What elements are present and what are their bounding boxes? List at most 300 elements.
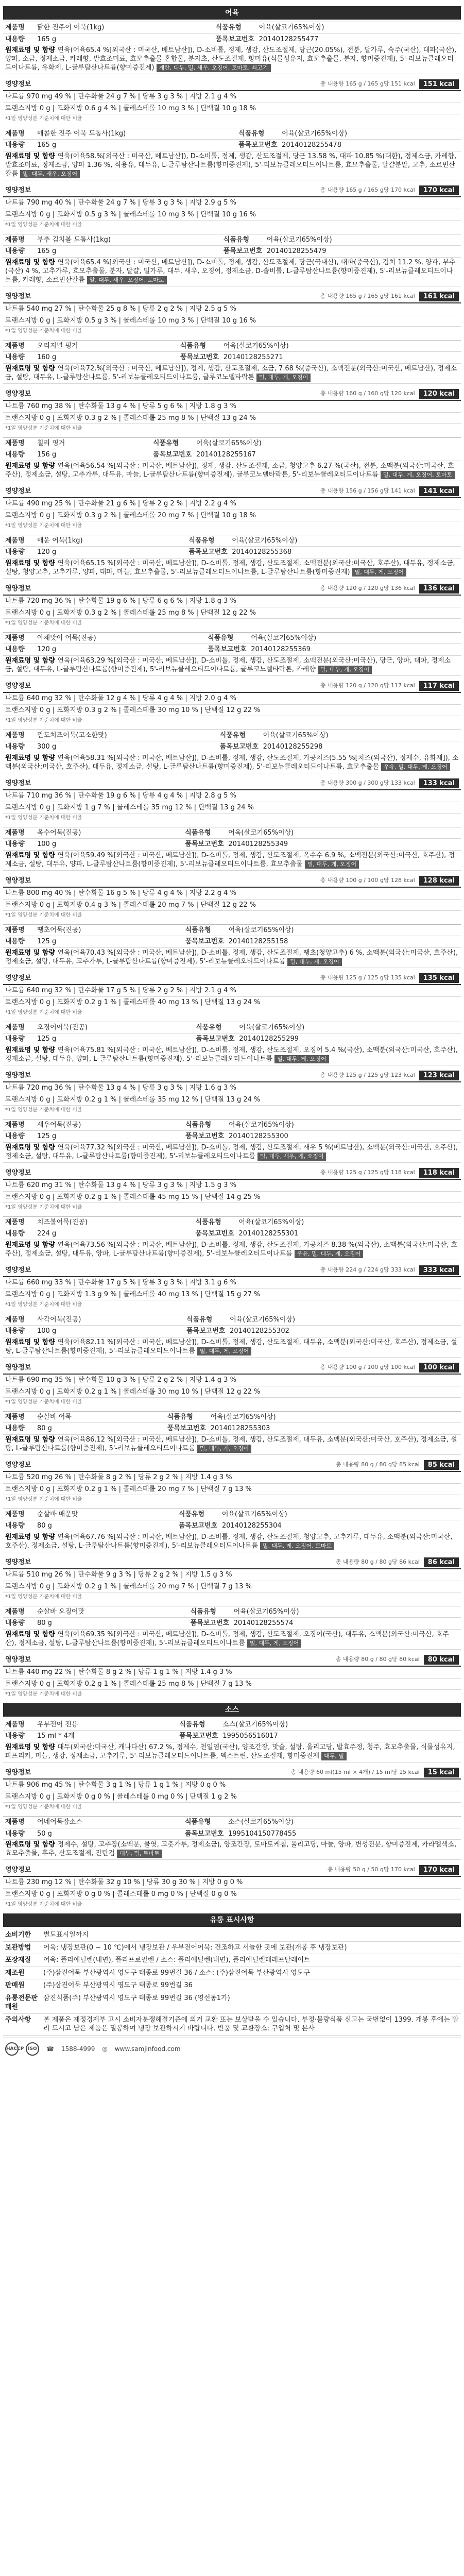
nutrition-serving: 총 내용량 125 g / 125 g당 123 kcal	[320, 1072, 415, 1079]
nutrition-serving-group	[320, 973, 459, 984]
ingredients-text: 연육(어육70.43 %[외국산 : 미국산, 베트남산]), D-소비톨, 정제, 생감, 산도조절제, 땡초(청양고추) 6 %, 소맥분(외국산:미국산, 호주산), 정제소금, 설탕, 대두유, 고추가루, L-글루탐산나트륨(향미증진제), 5'-리보뉴클레오티드이나트륨	[5, 948, 458, 965]
nutrition-line-1: 나트륨 660 mg 33 % | 탄수화물 17 g 5 % | 당류 3 g 3 % | 지방 3.1 g 6 %	[3, 1277, 461, 1289]
ingredients-label: 원재료명 및 함량	[5, 152, 58, 160]
nutrition-kcal: 123 kcal	[419, 1071, 459, 1081]
sauce-block	[3, 1816, 461, 1911]
ingredients-cell	[3, 947, 461, 968]
food-type-label: 식품유형	[165, 1412, 209, 1423]
product-block	[3, 1509, 461, 1604]
nutrition-serving-group	[320, 778, 459, 789]
product-name-label: 제품명	[3, 633, 35, 644]
footer	[3, 2038, 461, 2060]
product-block	[3, 437, 461, 533]
net-content: 160 g	[35, 352, 178, 364]
nutrition-kcal: 151 kcal	[419, 79, 459, 90]
nutrition-title: 영양정보	[5, 292, 31, 300]
nutrition-kcal: 120 kcal	[419, 389, 459, 399]
product-block	[3, 1314, 461, 1409]
ingredients-cell	[3, 257, 461, 286]
product-name-label: 제품명	[3, 1606, 35, 1618]
product-block	[3, 128, 461, 232]
product-info-table	[3, 1606, 461, 1650]
product-name: 오리지널 핑거	[35, 341, 178, 352]
report-no-label: 품목보고번호	[221, 246, 265, 258]
ingredients-text: 연육(어육69.35 %[외국산 : 미국산, 베트남산]), D-소비톨, 정제, 생감, 산도조절제, 오징어(국산), 대두유, 소맥분(외국산:미국산, 호주산), 정제소금, 설탕, L-글루탐산나트륨(향미증진제), 5'-리보뉴클레오티드이나트륨	[5, 1631, 449, 1647]
nutrition-title: 영양정보	[5, 1363, 31, 1371]
report-no: 20140128255478	[280, 140, 461, 151]
notice-value: 본 제품은 재정경제부 고시 소비자분쟁해결기준에 의거 교환 또는 보상받을 수 있습니다. 부정·불량식품 신고는 국번없이 1399. 개봉 후에는 빨리 드시고 남은 제품은 밀봉하여 냉장 보관하시기 바랍니다. 반품 및 교환장소: 구입처 및 본사	[41, 2013, 461, 2035]
nutrition-header	[3, 678, 461, 693]
ingredients-label: 원재료명 및 함량	[5, 1435, 58, 1444]
nutrition-serving: 총 내용량 160 g / 160 g당 120 kcal	[320, 389, 415, 397]
nutrition-serving-group	[320, 681, 459, 691]
report-no: 20140128255301	[236, 1228, 461, 1240]
notice-value: (주)삼진어묵 부산광역시 영도구 태종로 99번길 36 / 소스: (주)삼진어묵 부산광역시 영도구	[41, 1967, 461, 1979]
nutrition-kcal: 80 kcal	[424, 1655, 459, 1665]
allergen-badge: 밀, 대두, 게, 오징어	[247, 1639, 301, 1648]
nutrition-kcal: 85 kcal	[424, 1460, 459, 1470]
report-no: 20140128255304	[220, 1520, 461, 1532]
nutrition-title: 영양정보	[5, 974, 31, 982]
nutrition-line-2: 트랜스지방 0 g | 포화지방 0.2 g 1 % | 콜레스테롤 45 mg 15 % | 단백질 14 g 25 %	[3, 1192, 461, 1204]
product-info-table	[3, 633, 461, 676]
nutrition-serving-group	[328, 1865, 459, 1875]
nutrition-serving-group	[291, 1768, 459, 1778]
report-no: 1995104150778455	[226, 1828, 461, 1840]
nutrition-title: 영양정보	[5, 584, 31, 592]
nutrition-serving-group	[320, 486, 459, 497]
iso-logo: ISO	[26, 2042, 39, 2056]
food-type: 어육(살코기65%이상)	[227, 925, 461, 936]
net-content: 156 g	[35, 449, 151, 461]
food-type-label: 식품유형	[186, 535, 230, 547]
nutrition-kcal: 170 kcal	[419, 185, 459, 196]
net-content: 165 g	[35, 246, 221, 258]
ingredients-label: 원재료명 및 함량	[5, 462, 58, 470]
nutrition-title: 영양정보	[5, 1768, 31, 1776]
nutrition-line-2: 트랜스지방 0 g | 포화지방 0.3 g 2 % | 콜레스테롤 30 mg 10 % | 단백질 12 g 22 %	[3, 705, 461, 717]
ingredients-cell	[3, 1142, 461, 1162]
nutrition-title: 영양정보	[5, 1461, 31, 1469]
nutrition-serving: 총 내용량 224 g / 224 g당 333 kcal	[320, 1266, 415, 1274]
ingredients-cell	[3, 850, 461, 870]
ingredients-cell	[3, 1434, 461, 1454]
allergen-badge: 밀, 대두, 게, 오징어	[274, 1055, 329, 1063]
allergen-badge: 밀, 대두, 게, 오징어	[197, 1445, 251, 1453]
net-content: 125 g	[35, 1131, 183, 1143]
nutrition-serving-group	[320, 876, 459, 886]
product-name: 새우어묵(진공)	[35, 1120, 183, 1131]
product-name-label: 제품명	[3, 1022, 35, 1033]
nutrition-line-2: 트랜스지방 0 g | 포화지방 0.5 g 3 % | 콜레스테롤 10 mg 3 % | 단백질 10 g 16 %	[3, 315, 461, 327]
report-no-label: 품목보고번호	[218, 741, 261, 753]
nutrition-kcal: 117 kcal	[419, 681, 459, 691]
product-info-table	[3, 22, 461, 74]
sauce-list	[3, 1719, 461, 1911]
allergen-badge: 밀, 대두, 게, 오징어	[197, 1347, 251, 1355]
food-type: 어육(살코기65%이상)	[209, 1412, 461, 1423]
nutrition-line-1: 나트륨 640 mg 32 % | 탄수화물 12 g 4 % | 당류 4 g 4 % | 지방 2.0 g 4 %	[3, 693, 461, 705]
ingredients-text: 연육(어육73.56 %[외국산 : 미국산, 베트남산]), D-소비톨, 정제, 생감, 산도조절제, 가공치즈 8.38 %(외국산), 소맥분(외국산:미국산, 호주산), 정제소금, 설탕, 대두유, 양파, L-글루탐산나트륨(향미증진제), 5'-리보뉴클레오티드이나트륨	[5, 1241, 458, 1258]
report-no-label: 품목보고번호	[183, 1828, 226, 1840]
nutrition-footnote: *1일 영양성분 기준치에 대한 비율	[5, 1399, 82, 1405]
food-type-label: 식품유형	[183, 1817, 226, 1828]
product-name-label: 제품명	[3, 1314, 35, 1326]
ingredients-cell	[3, 1532, 461, 1552]
ingredients-cell	[3, 1742, 461, 1762]
haccp-logo: HACCP	[5, 2042, 19, 2056]
nutrition-kcal: 333 kcal	[419, 1265, 459, 1276]
ingredients-text: 연육(어육65.15 %[외국산 : 미국산, 베트남산]), D-소비톨, 정제, 생감, 산도조절제, 소맥전분(외국산:미국산, 호주산), 대두유, 정제소금, 설탕, 청양고추, 고추가루, 양파, 대파, 마늘, 효모추출물, 5'-리보뉴클레오티드이나트륨, L-글루탐산나트륨(향미증진제)	[5, 559, 455, 576]
food-type-label: 식품유형	[183, 1120, 227, 1131]
nutrition-line-2: 트랜스지방 0 g | 포화지방 0.2 g 1 % | 콜레스테롤 20 mg 7 % | 단백질 7 g 13 %	[3, 1484, 461, 1496]
net-content-label: 내용량	[3, 839, 35, 851]
nutrition-serving: 총 내용량 100 g / 100 g당 128 kcal	[320, 877, 415, 884]
food-type: 어육(살코기65%이상)	[226, 827, 461, 839]
product-name-label: 제품명	[3, 730, 35, 741]
allergen-badge: 밀, 대두, 새우, 게, 오징어	[257, 1153, 326, 1161]
nutrition-header	[3, 1457, 461, 1472]
net-content: 300 g	[35, 741, 218, 753]
ingredients-text: 연육(어육65.4 %[외국산 : 미국산, 베트남산]), D-소비톨, 정제, 생감, 산도조절제, 당근(20.05%), 전분, 달가루, 숙주(국산), 대파(국산), 양파, 소금, 정제소금, 카레향, 발효조미료, 효모추출물 혼합물, 분자초, 산도조절제, 향미유(식물성유지, 효모추출물, 분자, 향미증진제), 5'-리보뉴클레오티드이나트륨, 유화제, L-글루탐산나트륨(향미증진제)	[5, 46, 457, 72]
product-name: 땡초어묵(진공)	[35, 925, 183, 936]
net-content-label: 내용량	[3, 547, 35, 558]
notice-value: 어육: 폴리에틸렌(내면), 폴리프로필렌 / 소스: 폴리에틸렌(내면), 폴리에틸렌테레프탈레이트	[41, 1954, 461, 1967]
nutrition-line-1: 나트륨 690 mg 35 % | 탄수화물 10 g 3 % | 당류 2 g 2 % | 지방 1.4 g 3 %	[3, 1375, 461, 1386]
product-name-label: 제품명	[3, 827, 35, 839]
notice-value: (주)삼진어묵 부산광역시 영도구 태종로 99번길 36	[41, 1979, 461, 1992]
food-type-label: 식품유형	[183, 925, 227, 936]
ingredients-cell	[3, 45, 461, 74]
product-info-table	[3, 1217, 461, 1260]
ingredients-text: 대두(외국산:미국산, 캐나다산) 67.2 %, 정제수, 천일염(국산), 양조간장, 맛술, 설탕, 올리고당, 발효주정, 청주, 효모추출물, 식물성유지, 파프리카, 마늘, 생강, 정제소금, 고추가루, 5'-리보뉴클레오티드이나트륨, 덱스트린, 산도조절제, 향미증진제	[5, 1743, 455, 1760]
nutrition-serving: 총 내용량 125 g / 125 g당 135 kcal	[320, 974, 415, 981]
food-type: 어육(살코기65%이상)	[230, 535, 461, 547]
nutrition-line-2: 트랜스지방 0 g | 포화지방 0.2 g 1 % | 콜레스테롤 25 mg 8 % | 단백질 7 g 13 %	[3, 1679, 461, 1690]
food-type: 소스(살코기65%이상)	[226, 1817, 461, 1828]
food-type-label: 식품유형	[221, 234, 265, 246]
nutrition-header	[3, 775, 461, 791]
product-name: 칠리 핑거	[35, 438, 151, 449]
net-content-label: 내용량	[3, 352, 35, 364]
nutrition-kcal: 133 kcal	[419, 778, 459, 789]
net-content: 125 g	[35, 1033, 194, 1045]
report-no-label: 품목보고번호	[188, 1618, 232, 1630]
nutrition-kcal: 128 kcal	[419, 876, 459, 886]
notice-row	[3, 1929, 461, 1941]
product-block	[3, 924, 461, 1020]
nutrition-header	[3, 76, 461, 92]
ingredients-cell	[3, 363, 461, 383]
nutrition-serving: 총 내용량 165 g / 165 g당 151 kcal	[320, 80, 415, 88]
ingredients-cell	[3, 461, 461, 481]
notice-value: 별도표시일까지	[41, 1929, 461, 1941]
section-header-sauce: 소스	[3, 1703, 461, 1717]
product-name-label: 제품명	[3, 1217, 35, 1228]
nutrition-footnote: *1일 영양성분 기준치에 대한 비율	[5, 523, 82, 529]
report-no: 20140128255298	[261, 741, 461, 753]
product-name: 우부전어 전용	[35, 1719, 177, 1731]
product-name: 어네어묵잡소스	[35, 1817, 183, 1828]
ingredients-text: 연육(어육86.12 %[외국산 : 미국산, 베트남산]), D-소비톨, 정제, 생감, 산도조절제, 대두유, 소맥분(외국산:미국산, 호주산), 정제소금, 설탕, L-글루탐산나트륨(향미증진제), 5'-리보뉴클레오티드이나트륨	[5, 1435, 457, 1452]
nutrition-serving: 총 내용량 80 g / 80 g당 86 kcal	[335, 1558, 420, 1566]
report-no: 20140128255302	[228, 1326, 461, 1337]
product-block	[3, 234, 461, 338]
ingredients-cell	[3, 151, 461, 180]
nutrition-kcal: 136 kcal	[419, 584, 459, 594]
product-block	[3, 632, 461, 727]
report-no-label: 품목보고번호	[236, 140, 280, 151]
report-no-label: 품목보고번호	[183, 1131, 227, 1143]
net-content-label: 내용량	[3, 33, 35, 45]
allergen-badge: 밀, 대두, 게, 오징어	[287, 958, 341, 966]
net-content-label: 내용량	[3, 246, 35, 258]
net-content: 120 g	[35, 644, 205, 656]
net-content-label: 내용량	[3, 644, 35, 656]
net-content-label: 내용량	[3, 1326, 35, 1337]
report-no: 1995056516017	[220, 1731, 461, 1742]
report-no-label: 품목보고번호	[193, 1228, 236, 1240]
nutrition-line-1: 나트륨 760 mg 38 % | 탄수화물 13 g 4 % | 당류 5 g 6 % | 지방 1.8 g 3 %	[3, 401, 461, 413]
allergen-badge: 밀, 대두, 새우, 오징어	[20, 170, 80, 178]
net-content: 224 g	[35, 1228, 193, 1240]
ingredients-text: 연육(어육77.32 %[외국산 : 미국산, 베트남산]), D-소비톨, 정제, 생감, 산도조절제, 새우 5 %(베트남산), 소맥분(외국산:미국산, 호주산), 정제소금, 설탕, 대두유, L-글루탐산나트륨(향미증진제), 5'-리보뉴클레오티드이나트륨	[5, 1143, 458, 1160]
nutrition-footnote: *1일 영양성분 기준치에 대한 비율	[5, 222, 82, 228]
product-info-table	[3, 925, 461, 968]
notice-label: 주의사항	[3, 2013, 41, 2035]
notice-row	[3, 1992, 461, 2013]
nutrition-serving-group	[320, 1265, 459, 1276]
food-type: 소스(살코기65%이상)	[220, 1719, 461, 1731]
product-info-table	[3, 438, 461, 481]
food-type-label: 식품유형	[178, 341, 221, 352]
food-type-label: 식품유형	[188, 1606, 232, 1618]
globe-icon: ◎	[102, 2045, 108, 2053]
nutrition-line-1: 나트륨 800 mg 40 % | 탄수화물 16 g 5 % | 당류 4 g 4 % | 지방 2.2 g 4 %	[3, 888, 461, 900]
nutrition-serving: 총 내용량 80 g / 80 g당 80 kcal	[335, 1656, 420, 1663]
nutrition-serving: 총 내용량 156 g / 156 g당 141 kcal	[320, 487, 415, 494]
nutrition-serving: 총 내용량 100 g / 100 g당 100 kcal	[320, 1364, 415, 1371]
notice-label: 유통전문판매원	[3, 1992, 41, 2013]
nutrition-line-1: 나트륨 440 mg 22 % | 탄수화물 8 g 2 % | 당류 1 g 1 % | 지방 1.4 g 3 %	[3, 1667, 461, 1679]
ingredients-text: 정제수, 설탕, 고추장(소맥분, 물엿, 고춧가루, 정제소금), 양조간장, 토마토케첩, 올리고당, 마늘, 양파, 변성전분, 향미증진제, 카라멜색소, 효모추출물, 후추, 산도조절제, 잔탄검	[5, 1841, 457, 1857]
allergen-badge: 밀, 대두, 게, 오징어	[256, 374, 311, 382]
product-name: 야채맛이 어묵(진공)	[35, 633, 205, 644]
product-name: 매운 어묵(1kg)	[35, 535, 186, 547]
nutrition-serving-group	[320, 1071, 459, 1081]
report-no: 20140128255300	[227, 1131, 461, 1143]
nutrition-serving: 총 내용량 125 g / 125 g당 118 kcal	[320, 1169, 415, 1176]
product-name: 매콤한 진주 어묵 도톰사(1kg)	[35, 128, 236, 140]
nutrition-line-2: 트랜스지방 0 g | 포화지방 0 g 0 % | 콜레스테롤 0 mg 0 % | 단백질 1 g 2 %	[3, 1791, 461, 1803]
net-content-label: 내용량	[3, 936, 35, 948]
nutrition-kcal: 141 kcal	[419, 486, 459, 497]
nutrition-footnote: *1일 영양성분 기준치에 대한 비율	[5, 815, 82, 821]
food-type-label: 식품유형	[193, 1217, 236, 1228]
notice-row	[3, 1954, 461, 1967]
nutrition-header	[3, 581, 461, 596]
nutrition-footnote: *1일 영양성분 기준치에 대한 비율	[5, 116, 82, 122]
ingredients-text: 연육(어육72.%[외국산 : 미국산, 베트남산]), 정제, 생감, 산도조절제, 소금, 7.68 %(중국산), 소맥전분(외국산:미국산, 베트남산), 정제소금, 설탕, 대두유, L-글루탐산나트륨, 5'-리보뉴클레오티드이나트륨, 글루코노델타락톤	[5, 364, 457, 381]
nutrition-line-2: 트랜스지방 0 g | 포화지방 0.2 g 1 % | 콜레스테롤 40 mg 13 % | 단백질 13 g 24 %	[3, 997, 461, 1009]
net-content: 100 g	[35, 1326, 184, 1337]
product-block	[3, 730, 461, 825]
net-content: 80 g	[35, 1618, 188, 1630]
net-content: 120 g	[35, 547, 186, 558]
food-type: 어육(살코기65%이상)	[280, 128, 461, 140]
ingredients-label: 원재료명 및 함량	[5, 1046, 58, 1054]
food-type: 어육(살코기65%이상)	[249, 633, 461, 644]
ingredients-text: 연육(어육75.81 %[외국산 : 미국산, 베트남산]), D-소비톨, 정제, 생감, 산도조절제, 오징어 5.4 %(국산), 소맥분(외국산:미국산, 호주산), 정제소금, 설탕, 대두유, 양파, L-글루탐산나트륨(향미증진제), 5'-리보뉴클레오티드이나트륨	[5, 1046, 458, 1063]
report-no: 20140128255574	[232, 1618, 461, 1630]
nutrition-serving: 총 내용량 165 g / 165 g당 161 kcal	[320, 292, 415, 299]
food-type-label: 식품유형	[183, 827, 226, 839]
ingredients-cell	[3, 1045, 461, 1065]
nutrition-serving: 총 내용량 165 g / 165 g당 170 kcal	[320, 187, 415, 194]
product-name: 오징어어묵(진공)	[35, 1022, 194, 1033]
food-type: 어육(살코기65%이상)	[220, 1509, 461, 1520]
ingredients-label: 원재료명 및 함량	[5, 1743, 58, 1752]
nutrition-footnote: *1일 영양성분 기준치에 대한 비율	[5, 1205, 82, 1211]
nutrition-serving-group	[320, 1168, 459, 1178]
nutrition-kcal: 135 kcal	[419, 973, 459, 984]
nutrition-header	[3, 1765, 461, 1780]
nutrition-kcal: 100 kcal	[419, 1363, 459, 1373]
allergen-badge: 우유, 밀, 대두, 게, 오징어	[295, 1250, 364, 1258]
net-content-label: 내용량	[3, 1731, 35, 1742]
allergen-badge: 알, 대두, 새우, 오징어, 토마토	[87, 276, 167, 284]
notice-label: 포장재질	[3, 1954, 41, 1967]
report-no: 20140128255167	[194, 449, 461, 461]
ingredients-label: 원재료명 및 함량	[5, 1143, 58, 1151]
nutrition-footnote: *1일 영양성분 기준치에 대한 비율	[5, 620, 82, 626]
nutrition-line-2: 트랜스지방 0 g | 포화지방 0.3 g 2 % | 콜레스테롤 20 mg 7 % | 단백질 10 g 18 %	[3, 510, 461, 522]
sauce-info-table	[3, 1719, 461, 1762]
ingredients-label: 원재료명 및 함량	[5, 364, 58, 372]
ingredients-text: 연육(어육82.11 %[외국산 : 미국산, 베트남산]), D-소비톨, 정제, 생감, 산도조절제, 대두유, 소맥분(외국산:미국산, 호주산), 정제소금, 설탕, L-글루탐산나트륨(향미증진제), 5'-리보뉴클레오티드이나트륨	[5, 1338, 457, 1355]
sauce-info-table	[3, 1817, 461, 1860]
food-type-label: 식품유형	[184, 1314, 228, 1326]
net-content: 15 ml * 4개	[35, 1731, 177, 1742]
allergen-badge: 밀, 대두, 게, 오징어	[305, 860, 359, 869]
nutrition-title: 영양정보	[5, 389, 31, 398]
nutrition-serving: 총 내용량 300 g / 300 g당 133 kcal	[320, 779, 415, 786]
website-link[interactable]: www.samjinfood.com	[114, 2045, 181, 2053]
product-info-table	[3, 234, 461, 286]
ingredients-text: 연육(어육67.76 %[외국산 : 미국산, 베트남산]), D-소비톨, 정제, 생감, 산도조절제, 청양고추, 고추가루, 대두유, 소맥분(외국산:미국산, 호주산), 정제소금, 설탕, L-글루탐산나트륨(향미증진제), 5'-리보뉴클레오티드이나트륨	[5, 1533, 453, 1550]
net-content: 165 g	[35, 140, 236, 151]
notice-row	[3, 1967, 461, 1979]
product-name-label: 제품명	[3, 341, 35, 352]
food-type: 어육(살코기65%이상)	[227, 1120, 461, 1131]
report-no-label: 품목보고번호	[214, 33, 257, 45]
ingredients-label: 원재료명 및 함량	[5, 754, 58, 762]
report-no: 20140128255477	[257, 33, 461, 45]
product-name-label: 제품명	[3, 1412, 35, 1423]
allergen-badge: 우유, 밀, 대두, 게, 오징어	[381, 763, 450, 771]
ingredients-label: 원재료명 및 함량	[5, 851, 58, 859]
nutrition-line-2: 트랜스지방 0 g | 포화지방 0.3 g 2 % | 콜레스테롤 25 mg 8 % | 단백질 12 g 22 %	[3, 607, 461, 619]
product-name-label: 제품명	[3, 1719, 35, 1731]
nutrition-line-1: 나트륨 510 mg 26 % | 탄수화물 9 g 3 % | 당류 2 g 2 % | 지방 1.5 g 3 %	[3, 1569, 461, 1581]
food-type-label: 식품유형	[194, 1022, 237, 1033]
nutrition-line-1: 나트륨 710 mg 36 % | 탄수화물 19 g 6 % | 당류 4 g 4 % | 지방 2.8 g 5 %	[3, 790, 461, 802]
nutrition-serving-group	[336, 1460, 459, 1470]
report-no-label: 품목보고번호	[205, 644, 249, 656]
ingredients-cell	[3, 1630, 461, 1650]
food-type-label: 식품유형	[177, 1509, 220, 1520]
food-type-label: 식품유형	[151, 438, 194, 449]
phone-number[interactable]: 1588-4999	[61, 2045, 95, 2053]
product-name-label: 제품명	[3, 1509, 35, 1520]
product-info-table	[3, 341, 461, 384]
product-info-table	[3, 128, 461, 180]
product-name: 사각어묵(진공)	[35, 1314, 184, 1326]
ingredients-label: 원재료명 및 함량	[5, 1841, 58, 1849]
nutrition-header	[3, 1165, 461, 1180]
product-info-table	[3, 1509, 461, 1552]
notice-label: 보관방법	[3, 1941, 41, 1954]
nutrition-kcal: 118 kcal	[419, 1168, 459, 1178]
report-no: 20140128255271	[221, 352, 461, 364]
product-name-label: 제품명	[3, 1817, 35, 1828]
food-type: 어육(살코기65%이상)	[228, 1314, 461, 1326]
report-no-label: 품목보고번호	[184, 1326, 228, 1337]
ingredients-cell	[3, 1337, 461, 1357]
net-content: 80 g	[35, 1520, 177, 1532]
product-name: 옥수어묵(진공)	[35, 827, 183, 839]
report-no-label: 품목보고번호	[186, 547, 230, 558]
food-type: 어육(살코기65%이상)	[194, 438, 461, 449]
nutrition-title: 영양정보	[5, 1655, 31, 1664]
ingredients-label: 원재료명 및 함량	[5, 1631, 58, 1639]
food-type-label: 식품유형	[214, 22, 257, 33]
sauce-block	[3, 1719, 461, 1814]
food-type: 어육(살코기65%이상)	[232, 1606, 461, 1618]
ingredients-label: 원재료명 및 함량	[5, 46, 58, 55]
nutrition-line-2: 트랜스지방 0 g | 포화지방 0.6 g 4 % | 콜레스테롤 10 mg 3 % | 단백질 10 g 18 %	[3, 103, 461, 115]
nutrition-serving: 총 내용량 120 g / 120 g당 117 kcal	[320, 682, 415, 689]
notice-row	[3, 2013, 461, 2035]
ingredients-label: 원재료명 및 함량	[5, 1533, 58, 1541]
nutrition-header	[3, 873, 461, 888]
net-content-label: 내용량	[3, 1033, 35, 1045]
product-name-label: 제품명	[3, 234, 35, 246]
product-block	[3, 1022, 461, 1117]
nutrition-line-2: 트랜스지방 0 g | 포화지방 0.2 g 1 % | 콜레스테롤 35 mg 12 % | 단백질 13 g 24 %	[3, 1094, 461, 1106]
nutrition-header	[3, 182, 461, 198]
nutrition-footnote: *1일 영양성분 기준치에 대한 비율	[5, 328, 82, 334]
report-no: 20140128255303	[209, 1423, 461, 1435]
food-type: 어육(살코기65%이상)	[237, 1022, 461, 1033]
net-content-label: 내용량	[3, 1828, 35, 1840]
net-content-label: 내용량	[3, 449, 35, 461]
product-name: 순살바 어묵	[35, 1412, 165, 1423]
notice-table	[3, 1929, 461, 2036]
product-name-label: 제품명	[3, 535, 35, 547]
notice-value: 어육: 냉장보관(0 ~ 10 ℃)에서 냉장보관 / 우부전어어묵: 건조하고 서늘한 곳에 보관(개봉 후 냉장보관)	[41, 1941, 461, 1954]
product-block	[3, 22, 461, 126]
product-info-table	[3, 730, 461, 773]
product-name-label: 제품명	[3, 1120, 35, 1131]
product-name-label: 제품명	[3, 438, 35, 449]
nutrition-kcal: 86 kcal	[424, 1557, 459, 1568]
notice-row	[3, 1941, 461, 1954]
nutrition-kcal: 15 kcal	[424, 1768, 459, 1778]
notice-label: 판매원	[3, 1979, 41, 1992]
nutrition-footnote: *1일 영양성분 기준치에 대한 비율	[5, 1010, 82, 1016]
report-no: 20140128255349	[226, 839, 461, 851]
